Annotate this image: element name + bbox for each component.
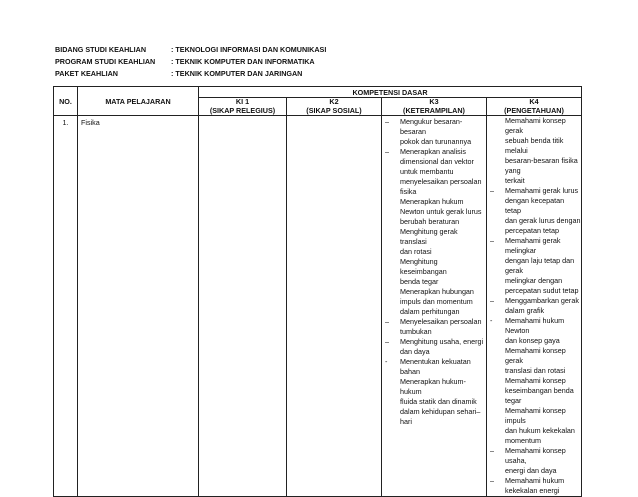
- competency-text: keseimbangan benda tegar: [505, 386, 574, 405]
- competency-text: momentum: [505, 436, 541, 445]
- competency-item: [487, 346, 581, 376]
- bullet-dash-icon: –: [385, 117, 389, 126]
- k4-cell: [487, 116, 582, 497]
- competency-text: Menghitung usaha, energi: [400, 337, 484, 346]
- competency-text: dan hukum kekekalan: [505, 426, 575, 435]
- competency-item: [382, 197, 486, 227]
- header-k3-title: K3: [429, 97, 439, 106]
- competency-text: Menerapkan hukum: [400, 197, 464, 206]
- competency-text: dalam perhitungan: [400, 307, 460, 316]
- competency-text: menyelesaikan persoalan: [400, 177, 482, 186]
- bullet-dash-icon: -: [490, 316, 493, 325]
- competency-text: Menyelesaikan persoalan: [400, 317, 482, 326]
- meta-label: PROGRAM STUDI KEAHLIAN: [55, 57, 156, 66]
- competency-text: fisika: [400, 187, 417, 196]
- competency-item: [382, 257, 486, 287]
- ki1-cell: [199, 116, 287, 497]
- meta-row-2: [55, 56, 315, 68]
- competency-text: Menerapkan hubungan: [400, 287, 474, 296]
- meta-row-3: [55, 68, 302, 80]
- header-k3-sub: (KETERAMPILAN): [403, 105, 465, 115]
- competency-text: Newton untuk gerak lurus: [400, 207, 482, 216]
- competency-text: besaran-besaran fisika yang: [505, 156, 578, 175]
- competency-text: Menerapkan analisis: [400, 147, 466, 156]
- competency-item: [487, 236, 581, 296]
- competency-text: Memahami konsep usaha,: [505, 446, 566, 465]
- k2-cell: [287, 116, 382, 497]
- bullet-dash-icon: –: [385, 337, 389, 346]
- competency-text: Menghitung gerak translasi: [400, 227, 458, 246]
- competency-text: bahan: [400, 367, 420, 376]
- competency-text: dalam kehidupan sehari–: [400, 407, 481, 416]
- bullet-dash-icon: –: [490, 476, 494, 485]
- row-subject: Fisika: [78, 116, 199, 497]
- competency-text: hari: [400, 417, 412, 426]
- competency-text: energi dan daya: [505, 466, 557, 475]
- competency-item: [382, 147, 486, 197]
- competency-text: Menggambarkan gerak: [505, 296, 579, 305]
- header-k4: [487, 98, 582, 116]
- meta-label: BIDANG STUDI KEAHLIAN: [55, 45, 147, 54]
- competency-text: translasi dan rotasi: [505, 366, 566, 375]
- competency-item: [487, 186, 581, 236]
- competency-text: melingkar dengan: [505, 276, 563, 285]
- competency-item: [487, 316, 581, 346]
- competency-item: [487, 116, 581, 186]
- competency-text: dengan kecepatan tetap: [505, 196, 565, 215]
- competency-item: [487, 476, 581, 496]
- competency-text: kekekalan energi: [505, 486, 560, 495]
- bullet-dash-icon: –: [490, 236, 494, 245]
- competency-text: dan gerak lurus dengan: [505, 216, 581, 225]
- competency-text: untuk membantu: [400, 167, 454, 176]
- meta-label: PAKET KEAHLIAN: [55, 69, 118, 78]
- header-ki1-sub: (SIKAP RELEGIUS): [209, 105, 276, 115]
- competency-text: Memahami gerak lurus: [505, 186, 579, 195]
- competency-item: [487, 376, 581, 406]
- competency-item: [382, 287, 486, 317]
- competency-text: Memahami gerak melingkar: [505, 236, 561, 255]
- competency-text: Memahami hukum Newton: [505, 316, 565, 335]
- header-no: NO.: [54, 87, 78, 116]
- competency-item: [382, 227, 486, 257]
- competency-text: impuls dan momentum: [400, 297, 473, 306]
- meta-row-1: [55, 44, 326, 56]
- competency-text: Memahami konsep impuls: [505, 406, 566, 425]
- competency-text: dan daya: [400, 347, 430, 356]
- row-number: 1.: [54, 116, 78, 497]
- competency-text: sebuah benda titik melalui: [505, 136, 564, 155]
- competency-item: [382, 377, 486, 427]
- competency-text: dalam grafik: [505, 306, 545, 315]
- header-k2-title: K2: [329, 97, 339, 106]
- competency-text: percepatan sudut tetap: [505, 286, 579, 295]
- header-k4-sub: (PENGETAHUAN): [504, 105, 564, 115]
- bullet-dash-icon: –: [385, 147, 389, 156]
- competency-text: Memahami konsep gerak: [505, 346, 566, 365]
- competency-item: [382, 317, 486, 337]
- competency-text: tumbukan: [400, 327, 432, 336]
- bullet-dash-icon: –: [490, 296, 494, 305]
- competency-item: [487, 446, 581, 476]
- competency-text: dan konsep gaya: [505, 336, 560, 345]
- competency-text: Memahami hukum: [505, 476, 565, 485]
- competency-text: benda tegar: [400, 277, 439, 286]
- header-mata-pelajaran: MATA PELAJARAN: [78, 87, 199, 116]
- competency-text: Memahami konsep gerak: [505, 116, 566, 135]
- meta-value: : TEKNIK KOMPUTER DAN JARINGAN: [171, 69, 303, 78]
- competency-table: [53, 86, 582, 497]
- meta-value: : TEKNIK KOMPUTER DAN INFORMATIKA: [171, 57, 315, 66]
- competency-text: Mengukur besaran-besaran: [400, 117, 463, 136]
- competency-text: fluida statik dan dinamik: [400, 397, 477, 406]
- bullet-dash-icon: –: [385, 317, 389, 326]
- bullet-dash-icon: –: [490, 186, 494, 195]
- competency-text: percepatan tetap: [505, 226, 559, 235]
- header-k2-sub: (SIKAP SOSIAL): [306, 105, 362, 115]
- bullet-dash-icon: -: [385, 357, 388, 366]
- header-k4-title: K4: [529, 97, 539, 106]
- competency-item: [382, 357, 486, 377]
- header-kompetensi-dasar: KOMPETENSI DASAR: [199, 87, 582, 98]
- k4-list: [487, 116, 581, 496]
- competency-text: pokok dan turunannya: [400, 137, 472, 146]
- competency-text: dimensional dan vektor: [400, 157, 474, 166]
- competency-item: [487, 406, 581, 446]
- k3-cell: [382, 116, 487, 497]
- header-ki1-title: KI 1: [235, 97, 250, 106]
- bullet-dash-icon: –: [490, 446, 494, 455]
- header-ki1: [199, 98, 287, 116]
- competency-text: Menerapkan hukum-hukum: [400, 377, 466, 396]
- competency-text: dengan laju tetap dan gerak: [505, 256, 575, 275]
- competency-text: Menghitung keseimbangan: [400, 257, 447, 276]
- competency-item: [487, 296, 581, 316]
- header-k2: [287, 98, 382, 116]
- competency-text: Menentukan kekuatan: [400, 357, 471, 366]
- competency-item: [382, 337, 486, 357]
- competency-text: berubah beraturan: [400, 217, 460, 226]
- meta-value: : TEKNOLOGI INFORMASI DAN KOMUNIKASI: [171, 45, 327, 54]
- competency-text: dan rotasi: [400, 247, 432, 256]
- competency-text: terkait: [505, 176, 525, 185]
- header-k3: [382, 98, 487, 116]
- competency-item: [382, 117, 486, 147]
- k3-list: [382, 117, 486, 427]
- competency-text: Memahami konsep: [505, 376, 566, 385]
